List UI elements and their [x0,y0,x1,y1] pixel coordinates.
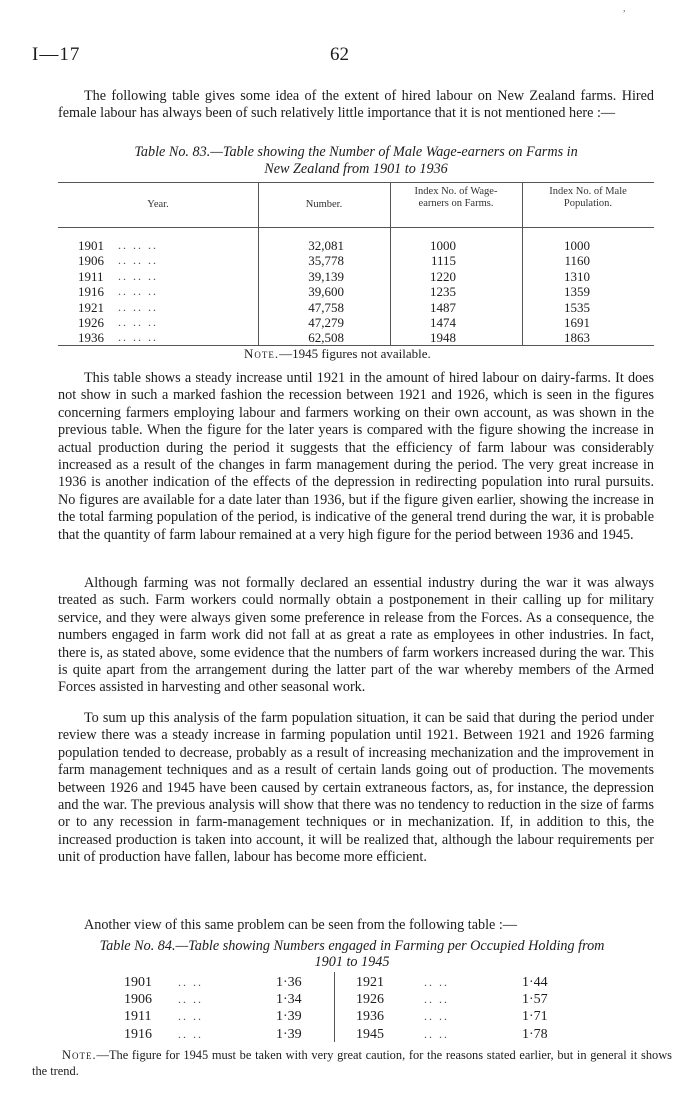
leader-dots: .. .. [178,975,203,989]
cell-number: 47,279 [308,315,344,330]
cell-year: 1936 [356,1009,384,1025]
cell-value: 1·78 [522,1026,548,1042]
table-84-note [32,1048,672,1079]
cell-index-pop: 1160 [564,253,590,269]
cell-number: 47,758 [308,299,344,315]
cell-number: 35,778 [308,253,344,269]
cell-number: 62,508 [308,330,344,346]
header-index-wage: Index No. of Wage-earners on Farms. [414,186,498,209]
cell-year: 1906 [78,253,104,269]
cell-year: 1916 [78,284,104,300]
table-84-caption-line-2: 1901 to 1945 [314,954,390,970]
column-divider [390,183,391,345]
cell-year: 1901 [124,975,152,990]
cell-year: 1911 [78,268,104,284]
cell-value: 1·71 [522,1009,548,1025]
cell-index-pop: 1310 [564,268,590,284]
cell-year: 1945 [356,1026,384,1042]
cell-index-pop: 1000 [564,238,590,253]
column-divider [258,183,259,345]
note-text: —1945 figures not available. [279,346,431,361]
header-year: Year. [147,199,169,210]
leader-dots: .. .. .. [118,238,158,252]
scan-mark: , [623,3,626,14]
column-divider [522,183,523,345]
body-paragraph: Although farming was not formally declared an essential industry during the war it was always treated as such. Farm workers could normally obtain a postponement in their calling up for military service, and they were always given some preference in release from the Forces. As a consequence, the numbers engaged in farm work did not fall at as great a rate as employees in other industries. In fact, there is, as stated above, some evidence that the numbers of farm workers increased during the war. This is quite apart from the arrangement during the latter part of the war whereby members of the Armed Forces assisted in harvesting and other seasonal work. [58,575,654,696]
leader-dots: .. .. .. [118,299,158,314]
table-83-caption-line-1: Table No. 83.—Table showing the Number of Male Wage-earners on Farms in [134,144,578,160]
cell-value: 1·39 [276,1009,302,1025]
leader-dots: .. .. [424,992,449,1007]
cell-index-pop: 1535 [564,299,590,315]
note-text: —The figure for 1945 must be taken with very great caution, for the reasons stated earlier, but in general it shows the trend. [32,1048,672,1078]
leader-dots: .. .. [424,1026,449,1041]
cell-index-pop: 1863 [564,330,590,346]
leader-dots: .. .. .. [118,284,158,299]
cell-index-pop: 1359 [564,284,590,300]
cell-index-wage: 1115 [430,253,456,269]
leader-dots: .. .. .. [118,268,158,283]
cell-index-pop: 1691 [564,315,590,330]
body-paragraph: Another view of this same problem can be seen from the following table :— [84,917,517,933]
cell-number: 39,139 [308,268,344,284]
leader-dots: .. .. .. [118,253,158,268]
cell-year: 1906 [124,992,152,1008]
table-83-note [244,346,431,362]
header-number: Number. [305,199,343,210]
cell-year: 1901 [78,238,104,253]
leader-dots: .. .. [424,1009,449,1024]
leader-dots: .. .. [178,992,203,1007]
leader-dots: .. .. .. [118,315,158,329]
cell-year: 1926 [356,992,384,1008]
body-paragraph: This table shows a steady increase until 1921 in the amount of hired labour on dairy-farms. It does not show in such a marked fashion the recession between 1921 and 1926, which is seen in the figures concerning farmers employing labour and farmers working on their own account, as was shown in the previous table. When the figure for the later years is compared with the figure showing the increase in actual production during the period it suggests that the efficiency of farm labour was considerably increased as a result of the changes in farm management during the period. The very great increase in 1936 is another indication of the effects of the depression in redirecting population into rural pursuits. No figures are available for a date later than 1936, but if the figure given earlier, showing the increase in the total farming population of the period, is indicative of the general trend during the war, it is probable that the quantity of farm labour remained at a very high figure for the period between 1936 and 1945. [58,370,654,543]
cell-year: 1911 [124,1009,152,1025]
cell-year: 1921 [356,975,384,990]
cell-year: 1936 [78,330,104,346]
cell-index-wage: 1487 [430,299,456,315]
cell-year: 1926 [78,315,104,330]
header-index-pop: Index No. of Male Population. [549,186,627,209]
cell-number: 32,081 [308,238,344,253]
leader-dots: .. .. [178,1009,203,1024]
leader-dots: .. .. [178,1026,203,1041]
cell-value: 1·44 [522,975,548,990]
cell-value: 1·34 [276,992,302,1008]
cell-year: 1916 [124,1026,152,1042]
page-number: 62 [330,44,349,65]
table-83-caption-line-2: New Zealand from 1901 to 1936 [264,161,448,177]
table-84-caption-line-1: Table No. 84.—Table showing Numbers engaged in Farming per Occupied Holding from [99,938,605,954]
body-paragraph: To sum up this analysis of the farm population situation, it can be said that during the period under review there was a steady increase in farming population until 1921. Between 1921 and 1926 farming population tended to decrease, probably as a result of increasing mechanization and the improvement in farm management techniques and as a result of certain lands going out of production. The movements between 1926 and 1945 have been caused by certain extraneous factors, as, for instance, the depression and the war. The previous analysis will show that there was no tendency to reduction in the size of farms or to any recession in farm-management techniques or in mechanization. If, in addition to this, the increased production is taken into account, it will be realized that, although the labour requirements per unit of production have fallen, labour has become more efficient. [58,710,654,866]
leader-dots: .. .. [424,975,449,989]
cell-number: 39,600 [308,284,344,300]
note-label: Note. [244,346,280,361]
cell-value: 1·36 [276,975,302,990]
cell-index-wage: 1948 [430,330,456,346]
cell-index-wage: 1235 [430,284,456,300]
cell-value: 1·39 [276,1026,302,1042]
intro-paragraph: The following table gives some idea of the extent of hired labour on New Zealand farms. Hired female labour has always been of such relatively little importance that it is not mentioned here :— [58,88,654,122]
table-header-rule [58,227,654,228]
cell-index-wage: 1000 [430,238,456,253]
note-label: Note. [62,1048,97,1062]
cell-year: 1921 [78,299,104,315]
page-reference: I—17 [32,44,81,65]
cell-index-wage: 1474 [430,315,456,330]
leader-dots: .. .. .. [118,330,158,345]
cell-value: 1·57 [522,992,548,1008]
table-top-rule [58,182,654,183]
column-divider [334,972,335,1042]
cell-index-wage: 1220 [430,268,456,284]
